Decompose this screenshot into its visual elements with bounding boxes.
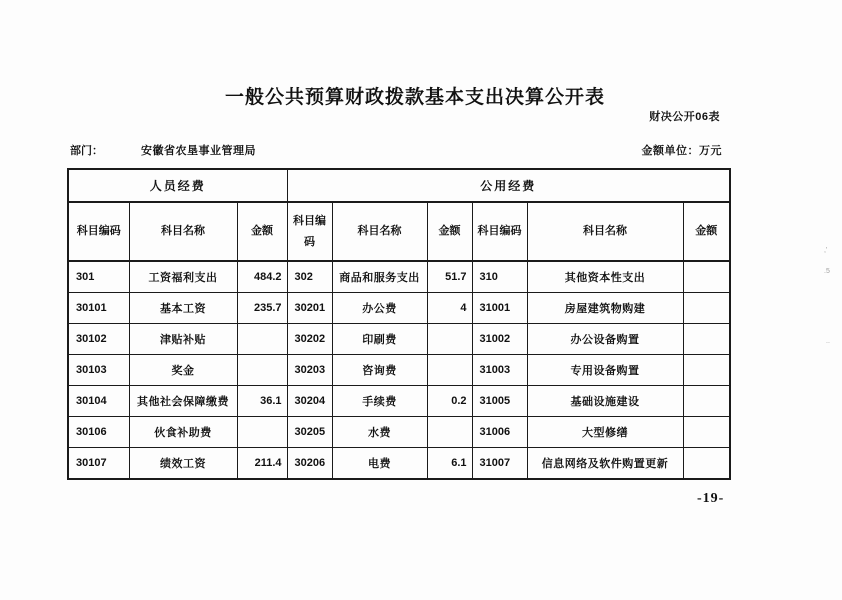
page-number: -19- [697,491,725,506]
cell-code: 30201 [287,293,332,324]
cell-amount [237,417,287,448]
group-header-public-funds: 公用经费 [287,169,730,202]
cell-name: 津贴补贴 [129,324,237,355]
scan-artifact: ,' [824,247,828,254]
amount-unit-label: 金额单位：万元 [641,145,722,157]
table-row [68,448,730,480]
cell-name: 办公设备购置 [527,324,683,355]
column-header-row [68,202,730,261]
cell-name: 基本工资 [129,293,237,324]
cell-name: 信息网络及软件购置更新 [527,448,683,480]
cell-name: 办公费 [332,293,427,324]
group-header-row [68,169,730,202]
cell-code: 31003 [472,355,527,386]
cell-code: 30205 [287,417,332,448]
table-body [68,261,730,479]
column-header-subject-code-2: 科目编码 [287,202,332,261]
cell-amount [237,324,287,355]
column-header-subject-code-3: 科目编码 [472,202,527,261]
cell-amount [237,355,287,386]
cell-amount: 4 [427,293,472,324]
cell-name: 电费 [332,448,427,480]
cell-name: 其他社会保障缴费 [129,386,237,417]
cell-amount: 211.4 [237,448,287,480]
table-row [68,386,730,417]
cell-amount [683,324,730,355]
column-header-subject-code-1: 科目编码 [68,202,129,261]
cell-code: 30106 [68,417,129,448]
cell-amount: 0.2 [427,386,472,417]
cell-name: 绩效工资 [129,448,237,480]
column-header-amount-2: 金额 [427,202,472,261]
cell-code: 30102 [68,324,129,355]
cell-name: 基础设施建设 [527,386,683,417]
cell-amount [683,386,730,417]
cell-amount: 51.7 [427,261,472,293]
cell-name: 印刷费 [332,324,427,355]
cell-amount [683,261,730,293]
cell-code: 30101 [68,293,129,324]
department-label: 部门： [70,145,103,157]
budget-table-wrapper [67,168,731,480]
cell-name: 伙食补助费 [129,417,237,448]
department-value: 安徽省农垦事业管理局 [141,145,256,157]
cell-name: 专用设备购置 [527,355,683,386]
cell-code: 31006 [472,417,527,448]
cell-amount: 36.1 [237,386,287,417]
cell-code: 30204 [287,386,332,417]
cell-amount [683,417,730,448]
group-header-personnel-funds: 人员经费 [68,169,287,202]
cell-name: 大型修缮 [527,417,683,448]
cell-name: 水费 [332,417,427,448]
cell-code: 301 [68,261,129,293]
cell-code: 30203 [287,355,332,386]
table-row [68,293,730,324]
form-code: 财决公开06表 [649,111,720,123]
cell-code: 30107 [68,448,129,480]
cell-name: 商品和服务支出 [332,261,427,293]
column-header-subject-name-3: 科目名称 [527,202,683,261]
cell-code: 30103 [68,355,129,386]
cell-code: 30206 [287,448,332,480]
cell-name: 其他资本性支出 [527,261,683,293]
cell-code: 31005 [472,386,527,417]
table-row [68,417,730,448]
column-header-subject-name-1: 科目名称 [129,202,237,261]
cell-code: 302 [287,261,332,293]
cell-code: 31001 [472,293,527,324]
budget-table [67,168,731,480]
cell-amount [683,448,730,480]
cell-amount: 484.2 [237,261,287,293]
cell-code: 31002 [472,324,527,355]
cell-name: 咨询费 [332,355,427,386]
cell-amount [683,293,730,324]
cell-code: 30202 [287,324,332,355]
scan-artifact: .. [826,338,830,345]
department-row [70,142,256,158]
table-row [68,261,730,293]
page-title: 一般公共预算财政拨款基本支出决算公开表 [224,87,605,108]
table-row [68,355,730,386]
column-header-amount-3: 金额 [683,202,730,261]
cell-amount [427,355,472,386]
cell-amount: 235.7 [237,293,287,324]
cell-amount [427,324,472,355]
cell-amount: 6.1 [427,448,472,480]
cell-amount [683,355,730,386]
column-header-subject-name-2: 科目名称 [332,202,427,261]
cell-name: 工资福利支出 [129,261,237,293]
cell-name: 房屋建筑物购建 [527,293,683,324]
column-header-amount-1: 金额 [237,202,287,261]
scan-artifact: .5 [824,268,830,275]
cell-name: 奖金 [129,355,237,386]
cell-code: 31007 [472,448,527,480]
table-row [68,324,730,355]
cell-code: 310 [472,261,527,293]
cell-code: 30104 [68,386,129,417]
cell-name: 手续费 [332,386,427,417]
cell-amount [427,417,472,448]
